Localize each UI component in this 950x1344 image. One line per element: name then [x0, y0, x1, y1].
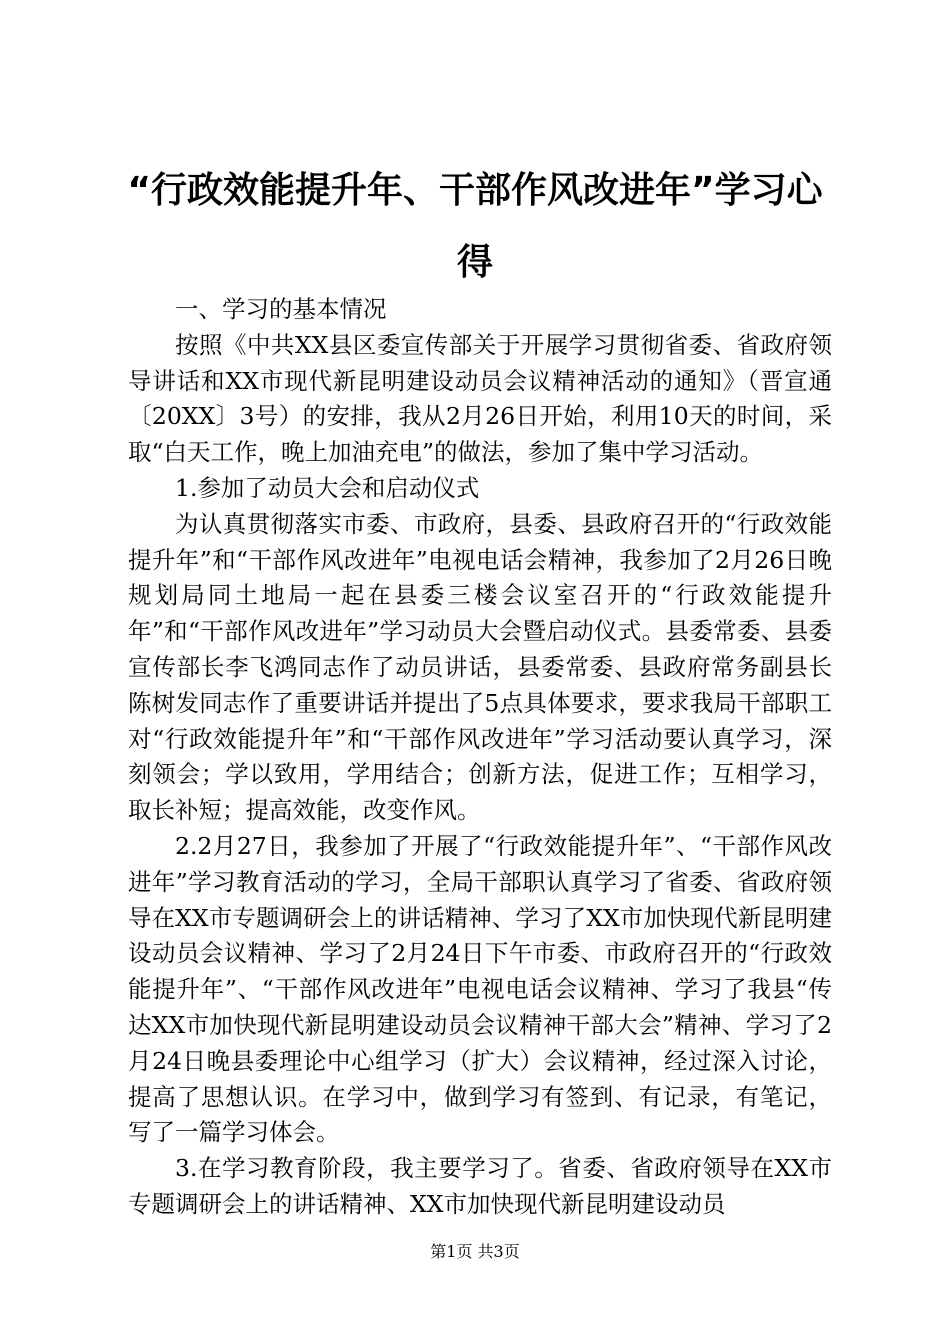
section-heading: 一、学习的基本情况	[175, 295, 387, 323]
subsection-heading: 1.参加了动员大会和启动仪式	[175, 473, 480, 502]
document-body	[128, 292, 832, 1223]
body-paragraph: 为认真贯彻落实市委、市政府，县委、县政府召开的“行政效能提升年”和“干部作风改进年”电视电话会精神，我参加了2月26日晚规划局同土地局一起在县委三楼会议室召开的“行政效能提升年”和“干部作风改进年”学习动员大会暨启动仪式。县委常委、县委宣传部长李飞鸿同志作了动员讲话，县委常委、县政府常务副县长陈树发同志作了重要讲话并提出了5点具体要求，要求我局干部职工对“行政效能提升年”和“干部作风改进年”学习活动要认真学习，深刻领会；学以致用，学用结合；创新方法，促进工作；互相学习，取长补短；提高效能，改变作风。	[128, 509, 832, 825]
body-paragraph: 按照《中共XX县区委宣传部关于开展学习贯彻省委、省政府领导讲话和XX市现代新昆明建设动员会议精神活动的通知》（晋宣通〔20XX〕3号）的安排，我从2月26日开始，利用10天的时间，采取“白天工作，晚上加油充电”的做法，参加了集中学习活动。	[128, 330, 832, 467]
body-paragraph: 2.2月27日，我参加了开展了“行政效能提升年”、“干部作风改进年”学习教育活动的学习，全局干部职认真学习了省委、省政府领导在XX市专题调研会上的讲话精神、学习了XX市加快现代新昆明建设动员会议精神、学习了2月24日下午市委、市政府召开的“行政效能提升年”、“干部作风改进年”电视电话会议精神、学习了我县“传达XX市加快现代新昆明建设动员会议精神干部大会”精神、学习了2月24日晚县委理论中心组学习（扩大）会议精神，经过深入讨论，提高了思想认识。在学习中，做到学习有签到、有记录，有笔记，写了一篇学习体会。	[128, 831, 832, 1147]
page-footer: 第1页 共3页	[430, 1242, 520, 1261]
body-paragraph: 3.在学习教育阶段，我主要学习了。省委、省政府领导在XX市专题调研会上的讲话精神、XX市加快现代新昆明建设动员	[128, 1154, 832, 1218]
document-title: “行政效能提升年、干部作风改进年”学习心得	[127, 170, 823, 283]
